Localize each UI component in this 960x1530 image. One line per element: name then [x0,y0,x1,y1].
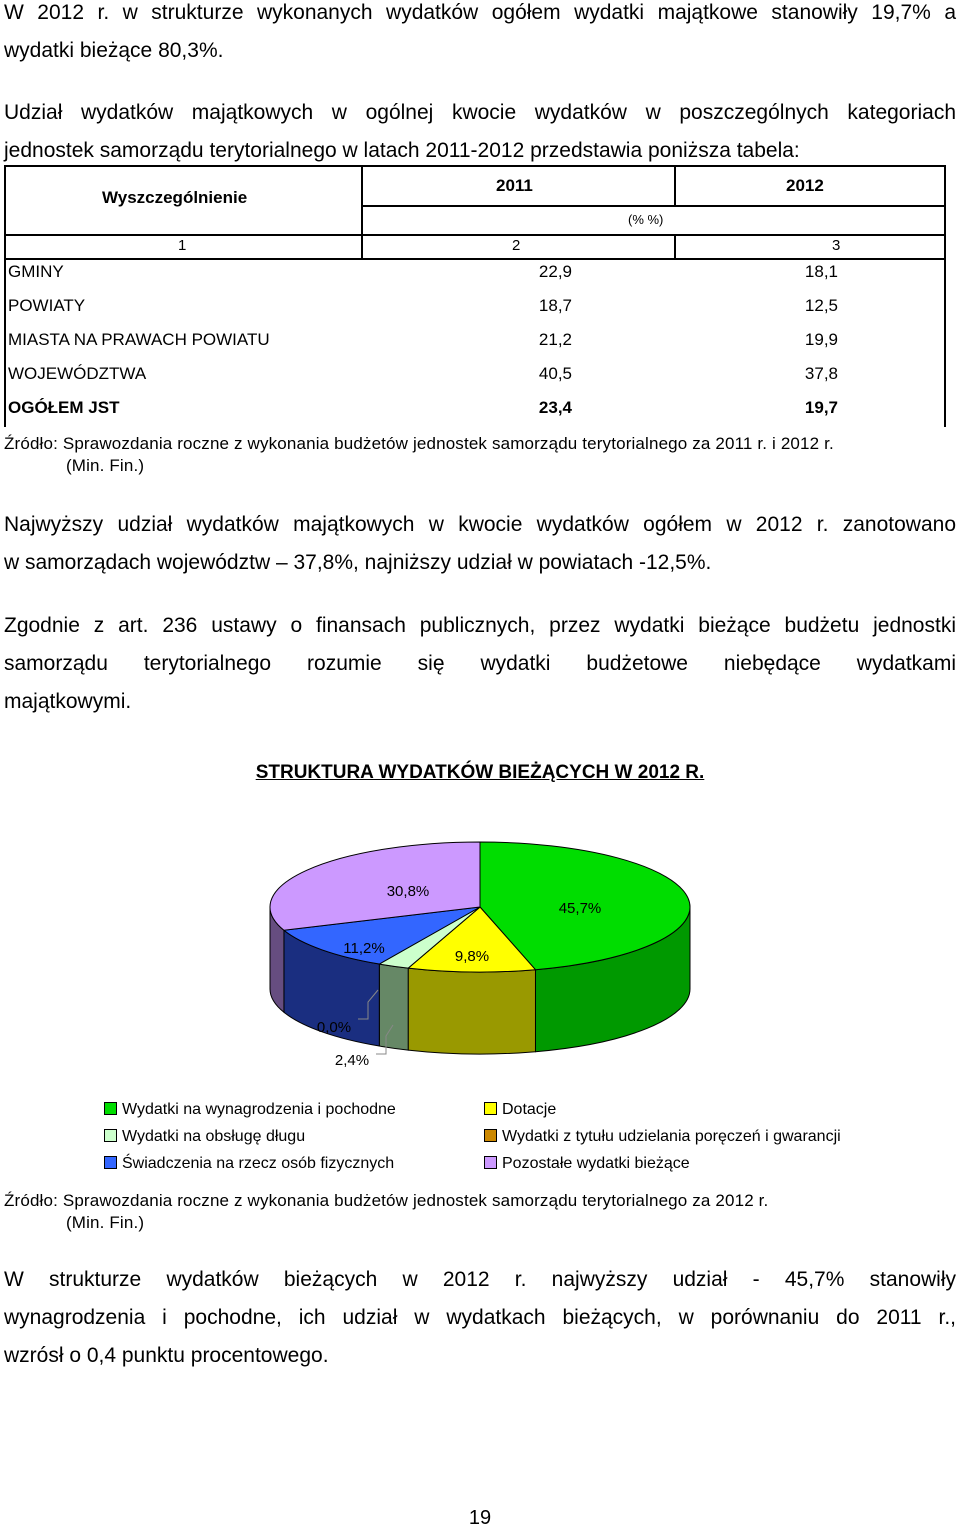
capital-expenditure-table [4,165,946,427]
table-cell: 19,7 [804,398,838,417]
pie-side-1 [408,968,535,1054]
column-number: 1 [178,237,187,254]
legend-item [104,1155,394,1173]
text-line: Źródło: Sprawozdania roczne z wykonania budżetów jednostek samorządu terytorialnego za 2012 r. [4,1191,769,1210]
pie-data-label-5: 30,8% [386,883,430,900]
table-source-note [4,433,834,477]
table-cell: 18,1 [804,262,838,281]
legend-label: Pozostałe wydatki bieżące [502,1155,690,1172]
legend-label: Dotacje [502,1101,557,1118]
table-header-year: 2011 [496,176,533,195]
legend-label: Wydatki z tytułu udzielania poręczeń i gwarancji [502,1128,841,1145]
table-cell: 18,7 [538,296,572,315]
pie-data-label-0: 45,7% [558,900,602,917]
text-line: majątkowymi. [4,690,132,713]
legend-swatch [484,1102,497,1115]
pie-data-label-3: 2,4% [334,1052,370,1069]
legend-swatch [484,1156,497,1169]
pie-side-3 [379,964,408,1050]
legend-item [104,1101,396,1119]
page-number: 19 [468,1507,492,1529]
legend-item [484,1128,841,1146]
table-row-name: MIASTA NA PRAWACH POWIATU [8,330,270,349]
text-line: Źródło: Sprawozdania roczne z wykonania budżetów jednostek samorządu terytorialnego za 2011 r. i 2012 r. [4,434,834,453]
column-number: 2 [512,237,521,254]
legend-item [484,1155,690,1173]
table-intro-paragraph [4,94,956,170]
chart-source-note [4,1190,768,1234]
intro-paragraph [4,0,956,70]
closing-paragraph [4,1261,956,1375]
text-line: jednostek samorządu terytorialnego w latach 2011-2012 przedstawia poniższa tabela: [4,139,800,162]
table-cell: 21,2 [538,330,572,349]
text-line: Zgodnie z art. 236 ustawy o finansach publicznych, przez wydatki bieżące budżetu jednostki [4,614,956,637]
text-line: Najwyższy udział wydatków majątkowych w kwocie wydatków ogółem w 2012 r. zanotowano [4,513,956,536]
legend-label: Świadczenia na rzecz osób fizycznych [122,1155,395,1172]
text-line: samorządu terytorialnego rozumie się wydatki budżetowe niebędące wydatkami [4,652,956,675]
text-line: Udział wydatków majątkowych w ogólnej kwocie wydatków w poszczególnych kategoriach [4,101,956,124]
table-header-year: 2012 [786,176,824,195]
pie-chart [0,840,960,1090]
column-number: 3 [832,237,841,254]
pie-data-label-2: 0,0% [316,1019,352,1036]
table-cell: 22,9 [538,262,572,281]
legend-label: Wydatki na obsługę długu [122,1128,306,1145]
text-line: wynagrodzenia i pochodne, ich udział w wydatkach bieżących, w porównaniu do 2011 r., [4,1306,956,1329]
table-cell: 12,5 [804,296,838,315]
legend-swatch [104,1156,117,1169]
text-line: w samorządach województw – 37,8%, najniższy udział w powiatach -12,5%. [4,551,712,574]
text-line: W 2012 r. w strukturze wykonanych wydatków ogółem wydatki majątkowe stanowiły 19,7% a [4,1,956,24]
table-row-name: OGÓŁEM JST [8,398,120,417]
table-cell: 19,9 [804,330,838,349]
legend-item [104,1128,305,1146]
legend-label: Wydatki na wynagrodzenia i pochodne [122,1101,396,1118]
text-line: (Min. Fin.) [66,1213,145,1232]
table-cell: 40,5 [538,364,572,383]
chart-title: STRUKTURA WYDATKÓW BIEŻĄCYCH W 2012 R. [255,762,705,783]
text-line: wydatki bieżące 80,3%. [4,39,224,62]
text-line: W strukturze wydatków bieżących w 2012 r. najwyższy udział - 45,7% stanowiły [4,1268,956,1291]
table-row-name: POWIATY [8,296,86,315]
table-row-name: GMINY [8,262,64,281]
text-line: (Min. Fin.) [66,456,145,475]
highest-share-paragraph [4,506,956,582]
text-line: wzrósł o 0,4 punktu procentowego. [4,1344,329,1367]
table-unit: (% %) [628,212,664,227]
definition-paragraph [4,607,956,721]
legend-swatch [104,1102,117,1115]
pie-data-label-4: 11,2% [343,940,385,957]
table-cell: 23,4 [538,398,572,417]
legend-swatch [104,1129,117,1142]
table-header-label: Wyszczególnienie [102,188,248,207]
legend-swatch [484,1129,497,1142]
table-row-name: WOJEWÓDZTWA [8,364,147,383]
pie-data-label-1: 9,8% [454,948,490,965]
table-cell: 37,8 [804,364,838,383]
legend-item [484,1101,556,1119]
